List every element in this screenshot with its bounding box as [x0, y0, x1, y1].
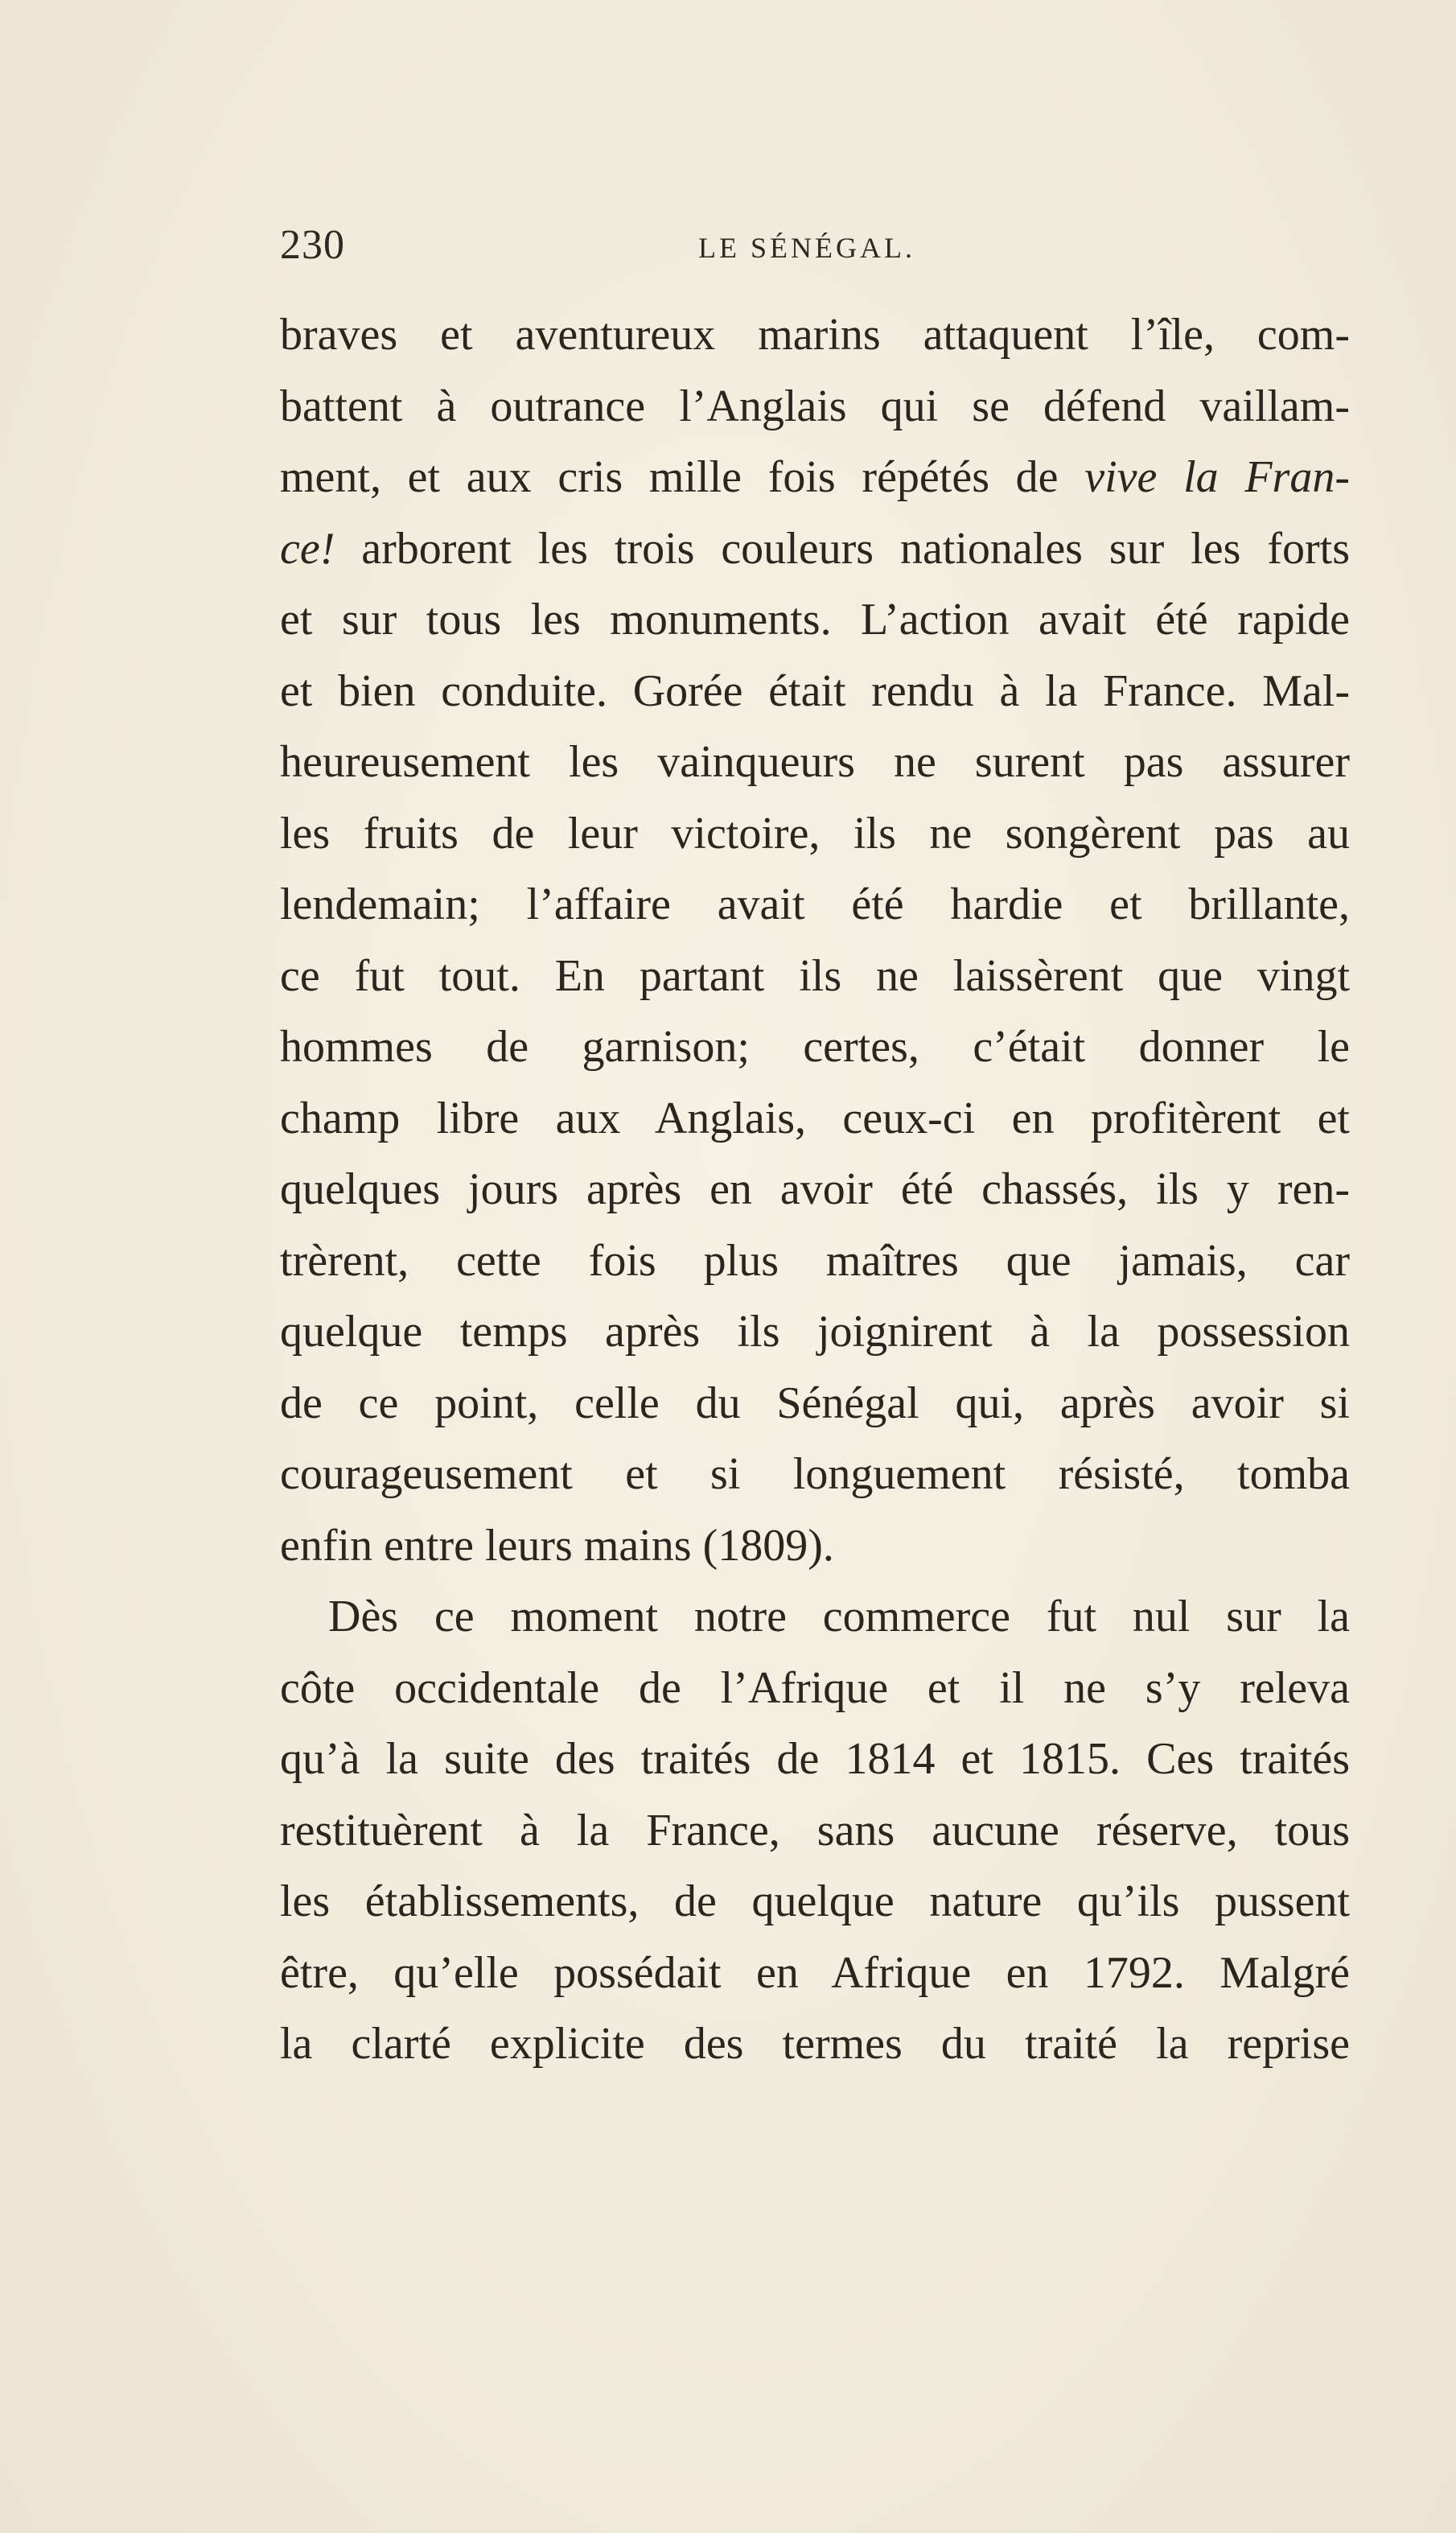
- text-line: les établissements, de quelque nature qu’ils pussent: [280, 1876, 1350, 1926]
- text-line: ment, et aux cris mille fois répétés de vive la Fran-: [280, 452, 1350, 502]
- text-line: champ libre aux Anglais, ceux-ci en profitèrent et: [280, 1093, 1350, 1143]
- text-line: trèrent, cette fois plus maîtres que jamais, car: [280, 1235, 1350, 1286]
- text-line: et sur tous les monuments. L’action avait été rapide: [280, 595, 1350, 645]
- running-head: [280, 217, 1350, 274]
- text-line: lendemain; l’affaire avait été hardie et brillante,: [280, 879, 1350, 929]
- body-text: [280, 299, 1350, 2080]
- page-number: 230: [280, 222, 345, 268]
- text-line: courageusement et si longuement résisté, tomba: [280, 1449, 1350, 1499]
- text-line: restituèrent à la France, sans aucune réserve, tous: [280, 1805, 1350, 1855]
- text-line: braves et aventureux marins attaquent l’île, com-: [280, 310, 1350, 360]
- text-line: être, qu’elle possédait en Afrique en 1792. Malgré: [280, 1947, 1350, 1998]
- text-line: la clarté explicite des termes du traité la reprise: [280, 2019, 1350, 2069]
- text-line: ce fut tout. En partant ils ne laissèrent que vingt: [280, 950, 1350, 1001]
- text-line: et bien conduite. Gorée était rendu à la France. Mal-: [280, 665, 1350, 716]
- text-line: ce! arborent les trois couleurs nationales sur les forts: [280, 523, 1350, 574]
- text-line: quelque temps après ils joignirent à la possession: [280, 1307, 1350, 1357]
- text-line: de ce point, celle du Sénégal qui, après avoir si: [280, 1378, 1350, 1428]
- italic-phrase: ce!: [280, 523, 335, 574]
- text-line: quelques jours après en avoir été chassés, ils y ren-: [280, 1164, 1350, 1214]
- text-line: côte occidentale de l’Afrique et il ne s’y releva: [280, 1662, 1350, 1713]
- italic-phrase: vive la Fran-: [1084, 452, 1350, 502]
- text-line: enfin entre leurs mains (1809).: [280, 1520, 834, 1571]
- text-line: Dès ce moment notre commerce fut nul sur la: [328, 1592, 1350, 1641]
- text-line: heureusement les vainqueurs ne surent pas assurer: [280, 737, 1350, 787]
- text-line: hommes de garnison; certes, c’était donner le: [280, 1022, 1350, 1072]
- text-line: qu’à la suite des traités de 1814 et 1815. Ces traités: [280, 1734, 1350, 1784]
- text-line: les fruits de leur victoire, ils ne songèrent pas au: [280, 808, 1350, 859]
- running-title: LE SÉNÉGAL.: [698, 232, 915, 264]
- text-line: battent à outrance l’Anglais qui se défend vaillam-: [280, 381, 1350, 431]
